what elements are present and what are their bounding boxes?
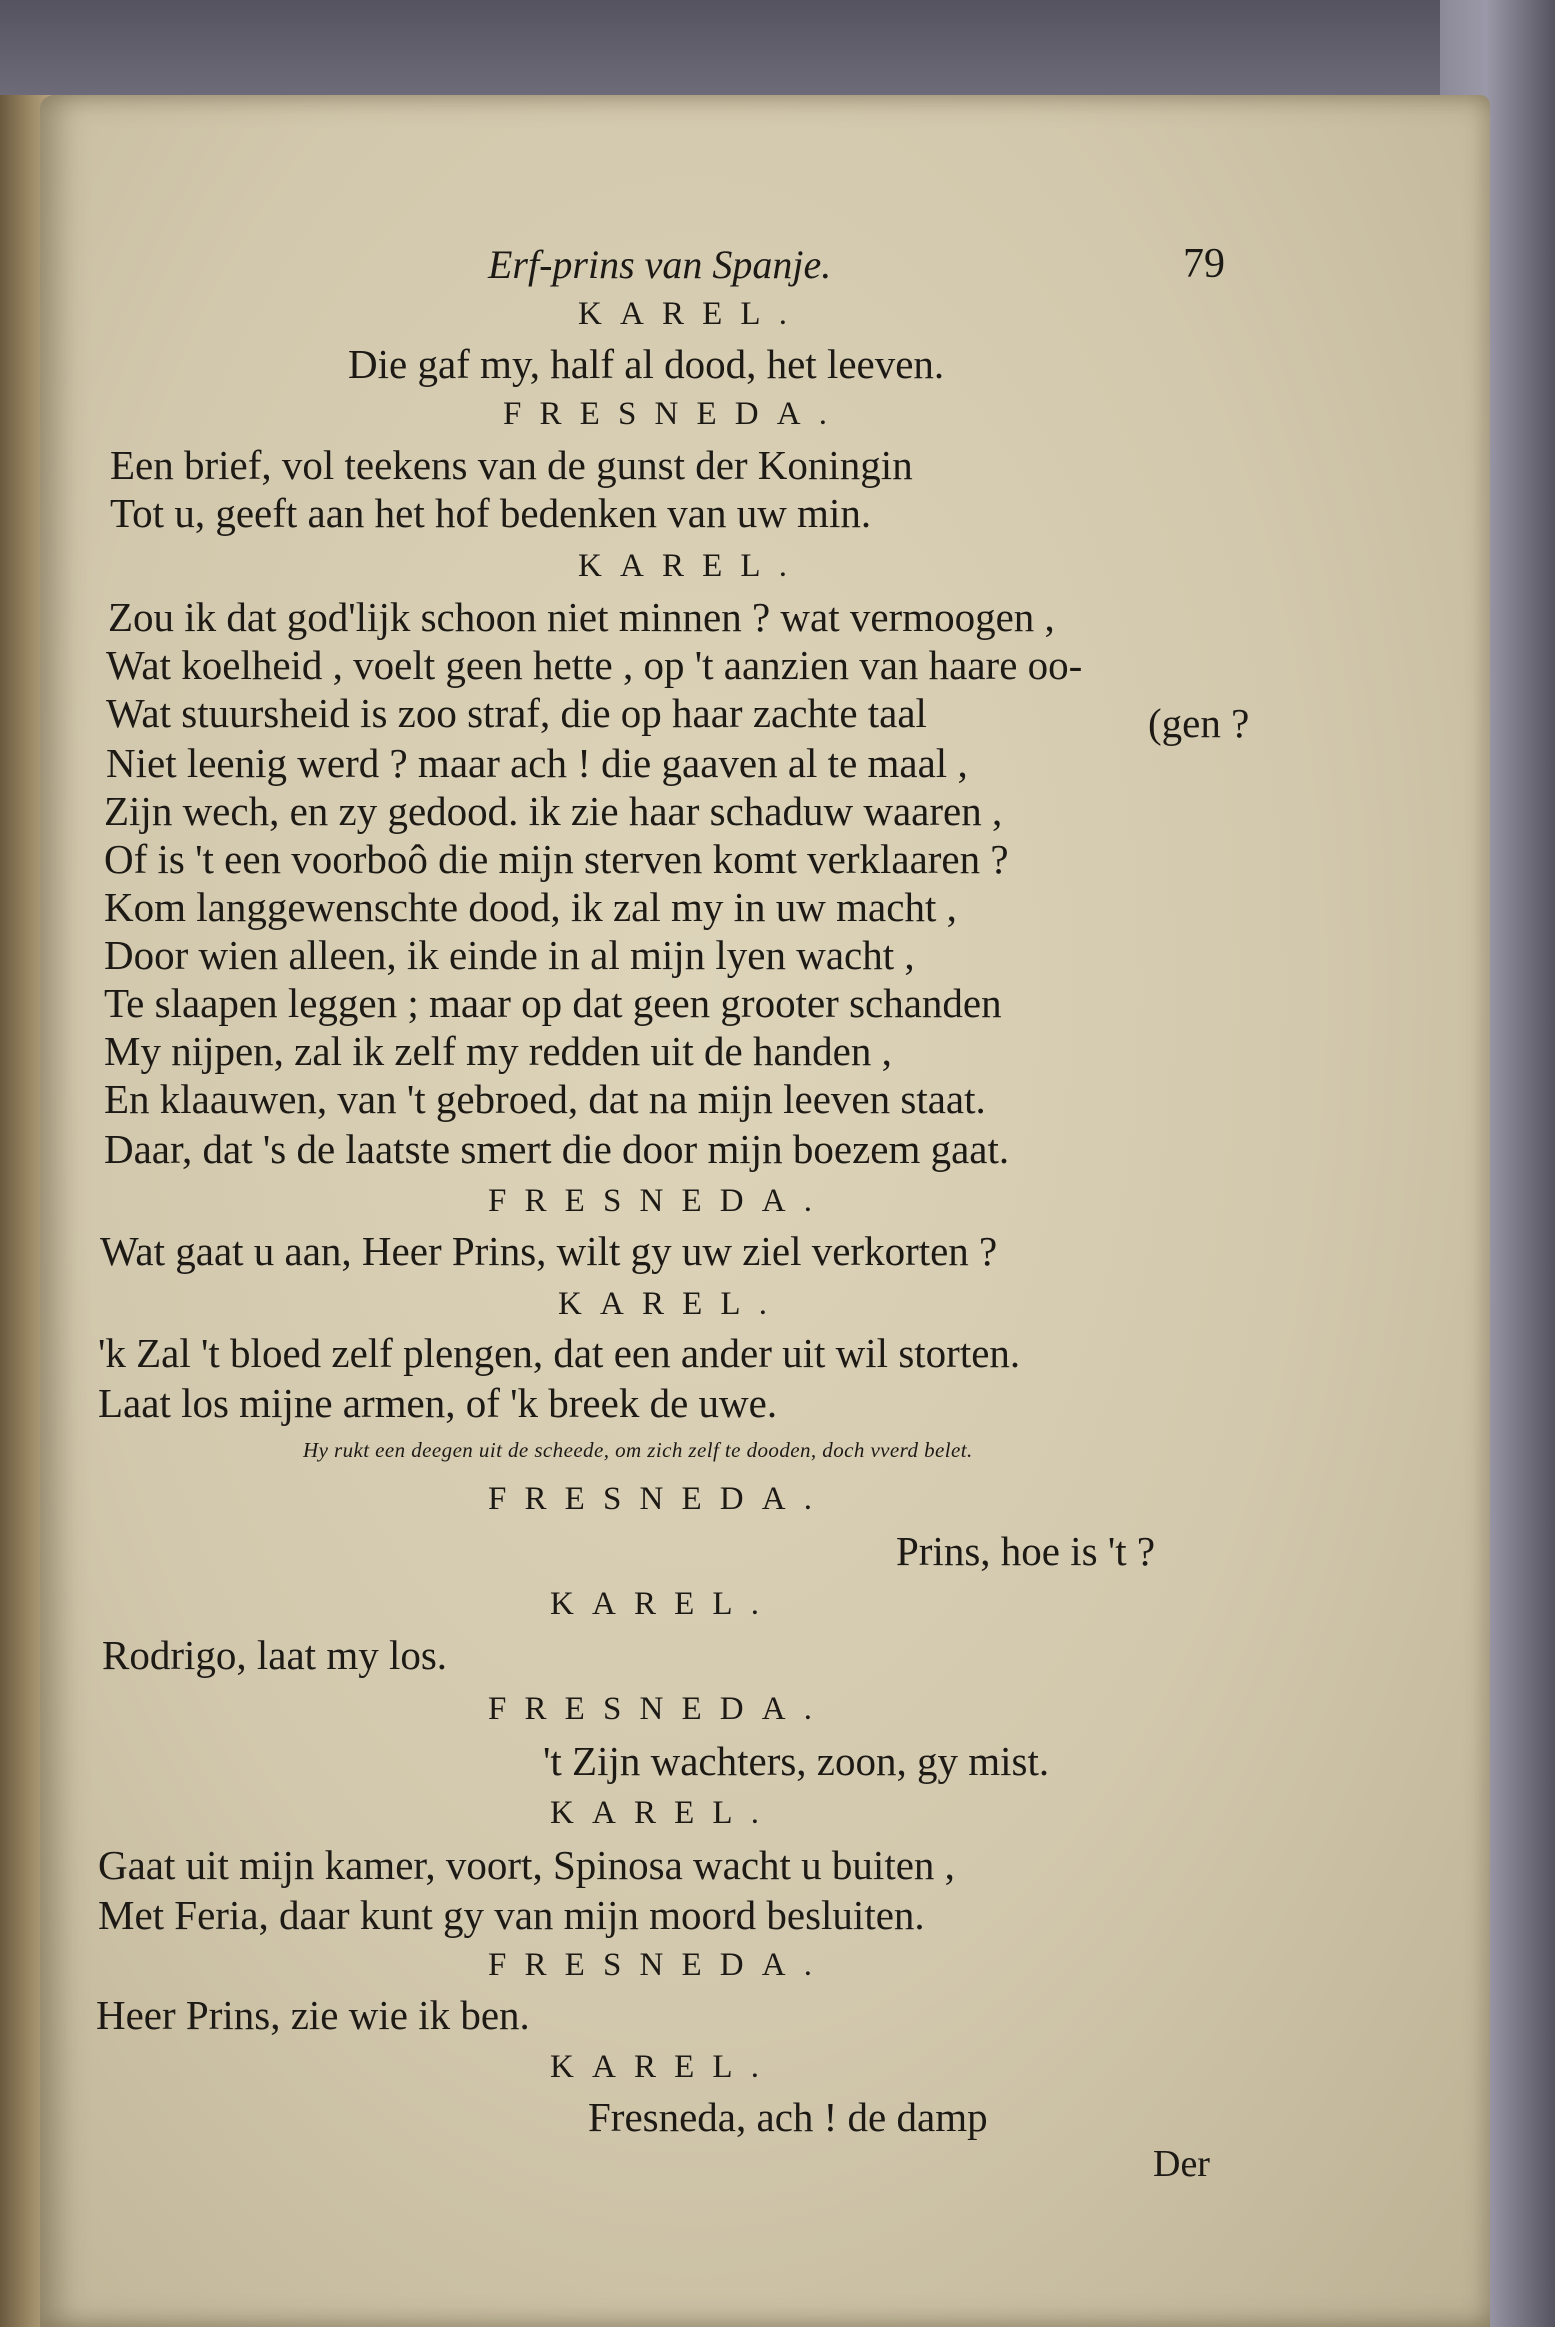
verse-line: Door wien alleen, ik einde in al mijn lyen wacht , — [104, 932, 915, 978]
verse-line: Laat los mijne armen, of 'k breek de uwe. — [98, 1380, 778, 1426]
speaker-heading: KAREL. — [550, 2049, 778, 2085]
speaker-heading: KAREL. — [558, 1286, 786, 1322]
stage-direction: Hy rukt een deegen uit de scheede, om zich zelf te dooden, doch vverd belet. — [303, 1438, 973, 1462]
speaker-heading: KAREL. — [550, 1586, 778, 1622]
running-title: Erf-prins van Spanje. — [488, 242, 832, 287]
verse-line: Heer Prins, zie wie ik ben. — [96, 1992, 530, 2038]
verse-line: Kom langgewenschte dood, ik zal my in uw macht , — [104, 884, 957, 930]
speaker-heading: KAREL. — [550, 1795, 778, 1831]
speaker-heading: FRESNEDA. — [488, 1691, 831, 1727]
catchword: Der — [1153, 2143, 1210, 2185]
speaker-heading: FRESNEDA. — [488, 1947, 831, 1983]
speaker-heading: FRESNEDA. — [503, 396, 846, 432]
verse-line: Wat koelheid , voelt geen hette , op 't aanzien van haare oo- — [106, 642, 1083, 688]
verse-line: En klaauwen, van 't gebroed, dat na mijn leeven staat. — [104, 1076, 986, 1122]
verse-line: Met Feria, daar kunt gy van mijn moord besluiten. — [98, 1892, 925, 1938]
verse-line: Een brief, vol teekens van de gunst der Koningin — [110, 442, 913, 488]
verse-line: Te slaapen leggen ; maar op dat geen grooter schanden — [104, 980, 1002, 1026]
verse-line: Wat gaat u aan, Heer Prins, wilt gy uw ziel verkorten ? — [100, 1228, 998, 1274]
speaker-heading: KAREL. — [578, 548, 806, 584]
speaker-heading: FRESNEDA. — [488, 1481, 831, 1517]
speaker-heading: FRESNEDA. — [488, 1183, 831, 1219]
book-page — [40, 95, 1490, 2327]
page-number: 79 — [1183, 241, 1225, 287]
verse-line: Zou ik dat god'lijk schoon niet minnen ? wat vermoogen , — [108, 594, 1055, 640]
verse-line: Fresneda, ach ! de damp — [588, 2094, 988, 2140]
verse-line: Of is 't een voorboô die mijn sterven komt verklaaren ? — [104, 836, 1009, 882]
turnover-word: (gen ? — [1148, 700, 1250, 746]
verse-line: Zijn wech, en zy gedood. ik zie haar schaduw waaren , — [104, 788, 1003, 834]
verse-line: Tot u, geeft aan het hof bedenken van uw min. — [110, 490, 872, 536]
verse-line: Niet leenig werd ? maar ach ! die gaaven al te maal , — [106, 740, 968, 786]
speaker-heading: KAREL. — [578, 296, 806, 332]
verse-line: 't Zijn wachters, zoon, gy mist. — [543, 1738, 1050, 1784]
verse-line: Die gaf my, half al dood, het leeven. — [348, 341, 945, 387]
verse-line: 'k Zal 't bloed zelf plengen, dat een ander uit wil storten. — [98, 1330, 1021, 1376]
verse-line: My nijpen, zal ik zelf my redden uit de handen , — [104, 1028, 892, 1074]
verse-line: Prins, hoe is 't ? — [896, 1528, 1156, 1574]
verse-line: Wat stuursheid is zoo straf, die op haar zachte taal — [106, 690, 927, 736]
verse-line: Daar, dat 's de laatste smert die door mijn boezem gaat. — [104, 1126, 1010, 1172]
verse-line: Gaat uit mijn kamer, voort, Spinosa wacht u buiten , — [98, 1842, 955, 1888]
verse-line: Rodrigo, laat my los. — [102, 1632, 448, 1678]
